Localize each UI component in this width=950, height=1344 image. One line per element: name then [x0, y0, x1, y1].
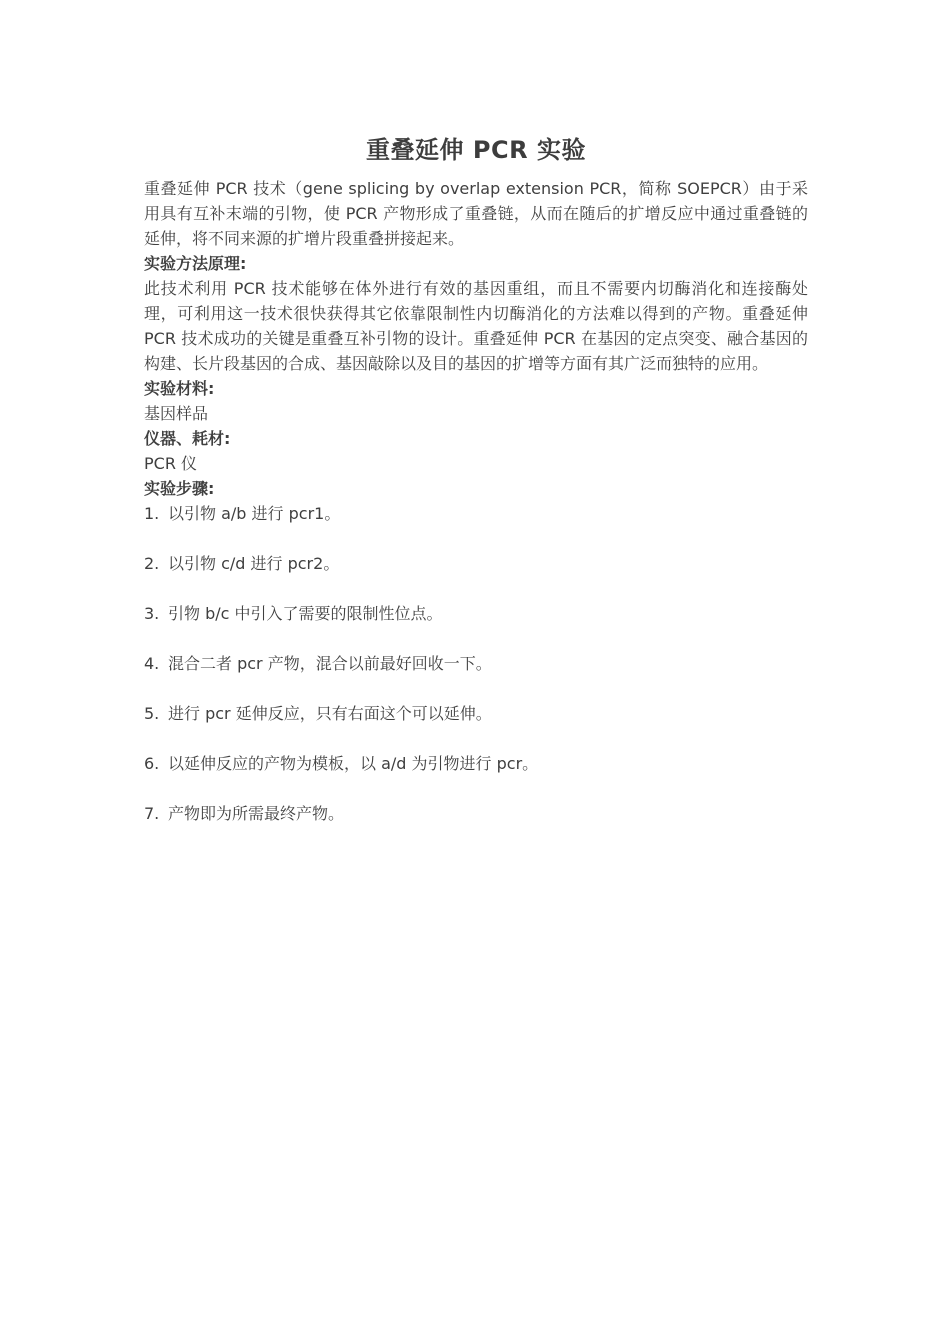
document-title: 重叠延伸 PCR 实验	[366, 136, 586, 164]
principle-heading: 实验方法原理:	[144, 254, 247, 273]
step-text: 以引物 c/d 进行 pcr2。	[168, 554, 340, 573]
step-text: 以引物 a/b 进行 pcr1。	[168, 504, 341, 523]
instruments-text: PCR 仪	[144, 454, 198, 473]
document-page	[144, 130, 808, 851]
step-number: 4.	[144, 654, 160, 673]
principle-paragraph: 此技术利用 PCR 技术能够在体外进行有效的基因重组，而且不需要内切酶消化和连接酶处理，可利用这一技术很快获得其它依靠限制性内切酶消化的方法难以得到的产物。重叠延伸 PCR 技术成功的关键是重叠互补引物的设计。重叠延伸 PCR 在基因的定点突变、融合基因的构建、长片段基因的合成、基因敲除以及目的基因的扩增等方面有其广泛而独特的应用。	[144, 279, 808, 373]
step-number: 2.	[144, 554, 160, 573]
intro-paragraph: 重叠延伸 PCR 技术（gene splicing by overlap extension PCR，简称 SOEPCR）由于采用具有互补末端的引物，使 PCR 产物形成了重叠链，从而在随后的扩增反应中通过重叠链的延伸，将不同来源的扩增片段重叠拼接起来。	[144, 179, 808, 248]
step-item	[144, 701, 808, 726]
step-text: 混合二者 pcr 产物，混合以前最好回收一下。	[168, 654, 492, 673]
instruments-heading: 仪器、耗材:	[144, 429, 231, 448]
step-item	[144, 551, 808, 576]
step-text: 进行 pcr 延伸反应，只有右面这个可以延伸。	[168, 704, 492, 723]
step-number: 6.	[144, 754, 160, 773]
materials-heading: 实验材料:	[144, 379, 215, 398]
step-number: 7.	[144, 804, 160, 823]
step-item	[144, 801, 808, 826]
steps-list	[144, 501, 808, 826]
step-number: 3.	[144, 604, 160, 623]
step-text: 以延伸反应的产物为模板，以 a/d 为引物进行 pcr。	[168, 754, 539, 773]
step-number: 1.	[144, 504, 160, 523]
step-item	[144, 601, 808, 626]
step-item	[144, 751, 808, 776]
step-text: 产物即为所需最终产物。	[168, 804, 345, 823]
step-item	[144, 651, 808, 676]
steps-heading: 实验步骤:	[144, 479, 215, 498]
step-number: 5.	[144, 704, 160, 723]
step-item	[144, 501, 808, 526]
step-text: 引物 b/c 中引入了需要的限制性位点。	[168, 604, 443, 623]
materials-text: 基因样品	[144, 404, 209, 423]
